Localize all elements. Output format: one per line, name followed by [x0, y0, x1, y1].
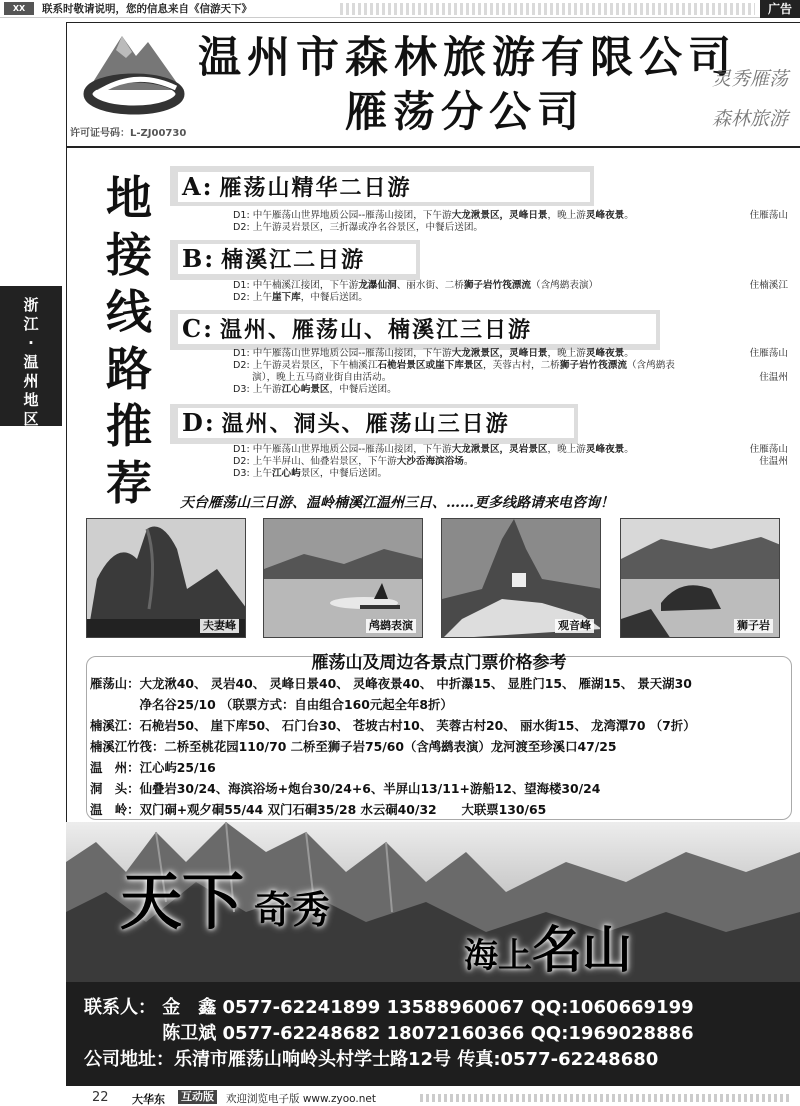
page-number: 22: [92, 1090, 109, 1105]
company-logo-icon: [78, 28, 190, 120]
side-tab-char: 地: [23, 391, 39, 409]
route-day: D1: 中午雁荡山世界地质公园--雁荡山接团，下午游大龙湫景区，灵岩景区，晚上游灵峰夜景。 住雁荡山: [233, 444, 788, 455]
contact-address-row: 公司地址：乐清市雁荡山响岭头村学士路12号 传真:0577-62248680: [84, 1049, 659, 1070]
more-routes-note: 天台雁荡山三日游、温岭楠溪江温州三日、……更多线路请来电咨询！: [180, 495, 614, 511]
price-title: 雁荡山及周边各景点门票价格参考: [311, 653, 567, 673]
route-name: 雁荡山精华二日游: [219, 175, 412, 201]
top-stripe-decoration: [340, 3, 755, 15]
side-tab-char: 浙: [23, 296, 39, 314]
side-tab-char: 江: [23, 315, 39, 333]
company-branch: 雁荡分公司: [345, 87, 586, 136]
vertical-title-char: 路: [106, 342, 152, 396]
route-b-title: [178, 244, 416, 274]
publication-logo: XX: [4, 2, 34, 15]
header-divider: [66, 146, 800, 148]
route-name: 温州、雁荡山、楠溪江三日游: [219, 317, 532, 343]
slogan-line-2: 森林旅游: [712, 108, 789, 130]
route-a-details: [233, 210, 788, 234]
route-day: D2: 上午半屏山、仙叠岩景区，下午游大沙岙海滨浴场。 住温州: [233, 456, 788, 467]
footer-stripe-decoration: [420, 1094, 790, 1102]
side-tab-char: ·: [28, 334, 34, 352]
photo-caption: 观音峰: [555, 619, 594, 633]
side-tab-char: 温: [23, 353, 39, 371]
photo-guanyin-peak: [441, 518, 601, 638]
ad-label: 广告: [760, 0, 800, 18]
side-tab-char: 州: [23, 372, 39, 390]
company-name: 温州市森林旅游有限公司: [198, 33, 737, 83]
route-day: 演），晚上五马商业街自由活动。 住温州: [233, 372, 788, 383]
banner-slogan-1: 天下 奇秀: [120, 865, 331, 938]
price-row: 净名谷25/10 （联票方式：自由组合160元起全年8折）: [90, 697, 453, 712]
route-name: 温州、洞头、雁荡山三日游: [221, 411, 510, 437]
route-day: D1: 中午楠溪江接团，下午游龙瀑仙洞、丽水街、二桥狮子岩竹筏漂流（含鸬鹚表演） 住楠溪江: [233, 280, 788, 291]
contact-row-1: 联系人： 金 鑫 0577-62241899 13588960067 QQ:1060669199: [84, 997, 694, 1018]
footer-brand: 大华东: [132, 1093, 165, 1106]
price-row: 温 州：江心屿25/16: [90, 760, 216, 775]
route-day: D2: 上午崖下库，中餐后送团。: [233, 292, 368, 303]
price-row: 楠溪江竹筏：二桥至桃花园110/70 二桥至狮子岩75/60（含鸬鹚表演）龙河渡至珍溪口47/25: [90, 739, 617, 754]
route-letter: A:: [182, 172, 214, 201]
vertical-title-char: 接: [106, 228, 152, 282]
route-day: D1: 中午雁荡山世界地质公园--雁荡山接团，下午游大龙湫景区，灵峰日景，晚上游灵峰夜景。 住雁荡山: [233, 348, 788, 359]
route-d-details: [233, 444, 788, 480]
footer-text: 欢迎浏览电子版 www.zyoo.net: [226, 1093, 376, 1105]
route-day: D1: 中午雁荡山世界地质公园--雁荡山接团，下午游大龙湫景区，灵峰日景，晚上游灵峰夜景。 住雁荡山: [233, 210, 788, 221]
vertical-title-char: 推: [106, 399, 152, 453]
route-d-title: [178, 408, 574, 438]
price-row: 洞 头：仙叠岩30/24、海滨浴场+炮台30/24+6、半屏山13/11+游船12、望海楼30/24: [90, 781, 601, 796]
slogan-line-1: 灵秀雁荡: [712, 68, 789, 90]
photo-fuqi-peak: [86, 518, 246, 638]
top-note: 联系时敬请说明，您的信息来自《信游天下》: [42, 3, 252, 15]
vertical-title-char: 地: [106, 171, 152, 225]
route-name: 楠溪江二日游: [221, 247, 366, 273]
banner-slogan-2: 海上名山: [464, 920, 632, 979]
side-tab-char: 区: [23, 410, 39, 428]
route-letter: B:: [182, 244, 216, 273]
route-c-details: [233, 348, 788, 396]
contact-row-2: 陈卫斌 0577-62248682 18072160366 QQ:1969028886: [84, 1023, 694, 1044]
footer-tag: 互动版: [178, 1090, 217, 1104]
price-row: 雁荡山：大龙湫40、 灵岩40、 灵峰日景40、 灵峰夜景40、 中折瀑15、 显胜门15、 雁湖15、 景天湖30: [90, 676, 692, 691]
route-day: D3: 上午江心屿景区，中餐后送团。: [233, 468, 388, 479]
photo-cormorant-show: [263, 518, 423, 638]
vertical-title-char: 荐: [106, 456, 152, 510]
route-a-title: [178, 172, 590, 202]
route-day: D3: 上午游江心屿景区，中餐后送团。: [233, 384, 397, 395]
region-side-tab: [0, 286, 62, 426]
photo-caption: 狮子岩: [734, 619, 773, 633]
route-c-title: [178, 314, 656, 344]
photo-lion-rock: [620, 518, 780, 638]
route-b-details: [233, 280, 788, 304]
license-number: 许可证号码：L-ZJ00730: [70, 128, 187, 139]
photo-caption: 夫妻峰: [200, 619, 239, 633]
route-day: D2: 上午游灵岩景区，三折瀑或净名谷景区，中餐后送团。: [233, 222, 484, 233]
route-letter: C:: [182, 314, 214, 343]
photo-caption: 鸬鹚表演: [366, 619, 416, 633]
price-row: 楠溪江：石桅岩50、 崖下库50、 石门台30、 苍坡古村10、 芙蓉古村20、 丽水街15、 龙湾潭70 （7折）: [90, 718, 696, 733]
vertical-title-char: 线: [106, 285, 152, 339]
price-row: 温 岭：双门硐+观夕硐55/44 双门石硐35/28 水云硐40/32 大联票130/65: [90, 802, 547, 817]
route-letter: D:: [182, 408, 216, 437]
route-day: D2: 上午游灵岩景区，下午楠溪江石桅岩景区或崖下库景区，芙蓉古村，二桥狮子岩竹筏漂流（含鸬鹚表: [233, 360, 675, 371]
